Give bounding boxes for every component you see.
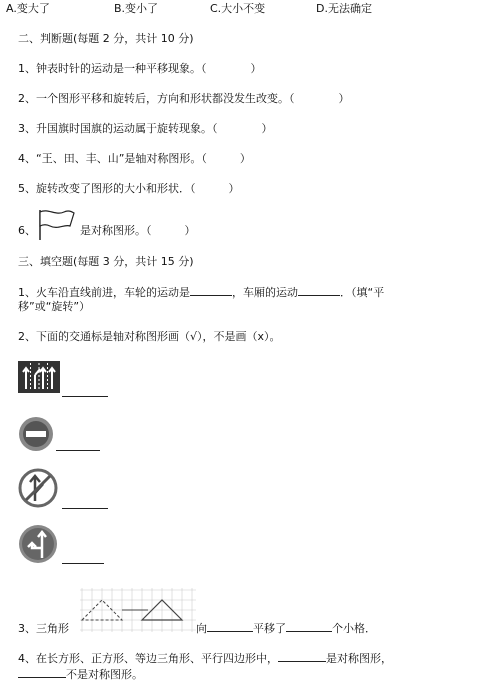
- fill-q3-text-c: 平移了: [253, 622, 286, 635]
- fill-q1-text-c: ．（填“平: [340, 286, 385, 299]
- fill-q3-text-a: 3、三角形: [18, 622, 69, 635]
- sign-4-answer-blank[interactable]: [62, 552, 104, 564]
- sign-1-answer-blank[interactable]: [62, 385, 108, 397]
- fill-q3-blank-direction[interactable]: [207, 620, 253, 632]
- prohibited-arrow-sign-icon: [18, 468, 58, 508]
- fill-q4-blank-1[interactable]: [278, 650, 326, 662]
- turn-left-straight-sign-icon: [18, 524, 58, 564]
- judge-q5: 5、旋转改变了图形的大小和形状．（ ）: [18, 182, 240, 195]
- sign-3-answer-blank[interactable]: [62, 497, 108, 509]
- fill-q1-text-a: 1、火车沿直线前进，车轮的运动是: [18, 286, 190, 299]
- fill-q4-text-line2: 不是对称图形。: [66, 668, 143, 681]
- judge-q6-suffix: 是对称图形。（ ）: [80, 224, 196, 237]
- fill-q4-line2: [18, 666, 143, 682]
- triangle-grid-figure: [80, 588, 196, 632]
- flag-icon: [36, 206, 76, 242]
- option-c: C.大小不变: [210, 2, 266, 15]
- option-d: D.无法确定: [316, 2, 372, 15]
- judge-q1: 1、钟表时针的运动是一种平移现象。（ ）: [18, 62, 262, 75]
- fill-q4-blank-2[interactable]: [18, 666, 66, 678]
- fill-q1-blank-1[interactable]: [190, 284, 232, 296]
- option-a: A.变大了: [6, 2, 50, 15]
- fill-q4-text-a: 4、在长方形、正方形、等边三角形、平行四边形中，: [18, 652, 278, 665]
- fill-q4-line1: [18, 650, 392, 666]
- section3-heading: 三、填空题(每题 3 分，共计 15 分): [18, 255, 194, 268]
- judge-q3: 3、升国旗时国旗的运动属于旋转现象。（ ）: [18, 122, 273, 135]
- judge-q4: 4、“王、田、丰、山”是轴对称图形。（ ）: [18, 152, 251, 165]
- fill-q2: 2、下面的交通标是轴对称图形画（√），不是画（x）。: [18, 330, 281, 343]
- option-b: B.变小了: [114, 2, 159, 15]
- judge-q2: 2、一个图形平移和旋转后，方向和形状都没发生改变。（ ）: [18, 92, 350, 105]
- fill-q3-text-b: 向: [196, 622, 207, 635]
- fill-q1-text-b: ，车厢的运动: [232, 286, 298, 299]
- fill-q3-rest: [196, 620, 376, 636]
- sign-2-answer-blank[interactable]: [56, 439, 100, 451]
- fill-q4-text-b: 是对称图形，: [326, 652, 392, 665]
- fill-q1-line2: 移”或“旋转”）: [18, 300, 91, 313]
- no-entry-sign-icon: [18, 416, 54, 452]
- lane-sign-icon: [18, 361, 60, 393]
- fill-q3-blank-count[interactable]: [286, 620, 332, 632]
- fill-q1-blank-2[interactable]: [298, 284, 340, 296]
- section2-heading: 二、判断题(每题 2 分，共计 10 分): [18, 32, 194, 45]
- judge-q6-prefix: 6、: [18, 224, 36, 237]
- fill-q3-text-d: 个小格．: [332, 622, 376, 635]
